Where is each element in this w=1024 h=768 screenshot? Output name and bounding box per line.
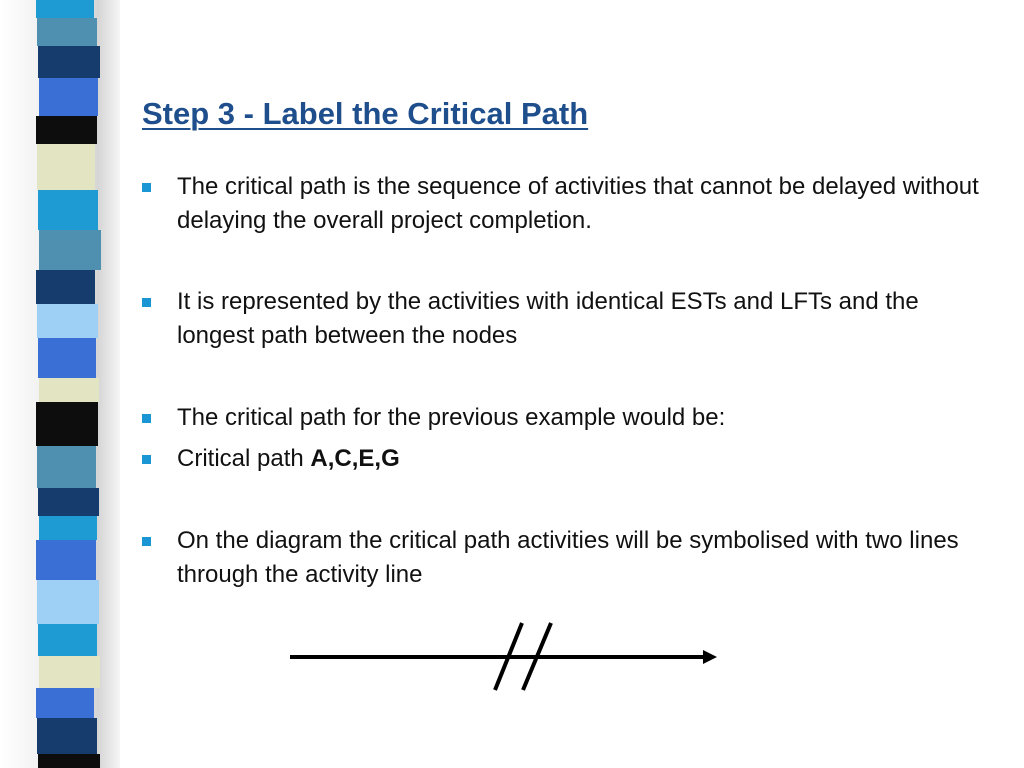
stripe-block	[39, 516, 97, 540]
critical-path-prefix: Critical path	[177, 445, 311, 472]
stripe-block	[37, 18, 97, 46]
stripe-block	[36, 402, 98, 446]
double-slash-arrow-icon	[280, 615, 730, 695]
bullet-text: On the diagram the critical path activities will be symbolised with two lines through the activity line	[177, 527, 959, 588]
bullet-text: The critical path is the sequence of activities that cannot be delayed without delaying the overall project completion.	[177, 173, 979, 234]
stripe-block	[36, 0, 94, 18]
stripe-block	[37, 446, 96, 488]
bullet-item-critical-path	[142, 442, 1002, 476]
stripe-block	[36, 540, 96, 580]
stripe-block	[36, 116, 97, 144]
stripe-block	[38, 338, 96, 378]
stripe-block	[36, 688, 94, 718]
stripe-block	[39, 78, 98, 116]
square-bullet-icon	[142, 537, 151, 546]
arrow-head	[703, 650, 717, 664]
bullet-item-symbol	[142, 524, 1002, 592]
square-bullet-icon	[142, 455, 151, 464]
stripe-block	[38, 754, 100, 768]
bullet-item-example	[142, 401, 1002, 435]
bullet-item-representation	[142, 285, 1002, 353]
stripe-block	[38, 190, 98, 230]
bullet-text: It is represented by the activities with identical ESTs and LFTs and the longest path between the nodes	[177, 288, 919, 349]
stripe-block	[38, 46, 100, 78]
stripe-block	[38, 624, 97, 656]
stripe-block	[36, 270, 95, 304]
stripe-block	[37, 144, 95, 190]
square-bullet-icon	[142, 298, 151, 307]
stripe-block	[37, 718, 97, 754]
critical-path-value: A,C,E,G	[310, 445, 400, 472]
bullet-item-definition	[142, 170, 1002, 238]
stripe-block	[37, 580, 99, 624]
stripe-block	[39, 656, 100, 688]
stripe-block	[39, 230, 101, 270]
stripe-block	[38, 488, 99, 516]
stripe-block	[39, 378, 99, 402]
stripe-block	[37, 304, 98, 338]
square-bullet-icon	[142, 414, 151, 423]
bullet-text: The critical path for the previous example would be:	[177, 404, 726, 431]
decorative-stripe	[0, 0, 120, 768]
square-bullet-icon	[142, 183, 151, 192]
bullet-text	[177, 442, 1002, 476]
slide-title: Step 3 - Label the Critical Path	[142, 96, 589, 131]
